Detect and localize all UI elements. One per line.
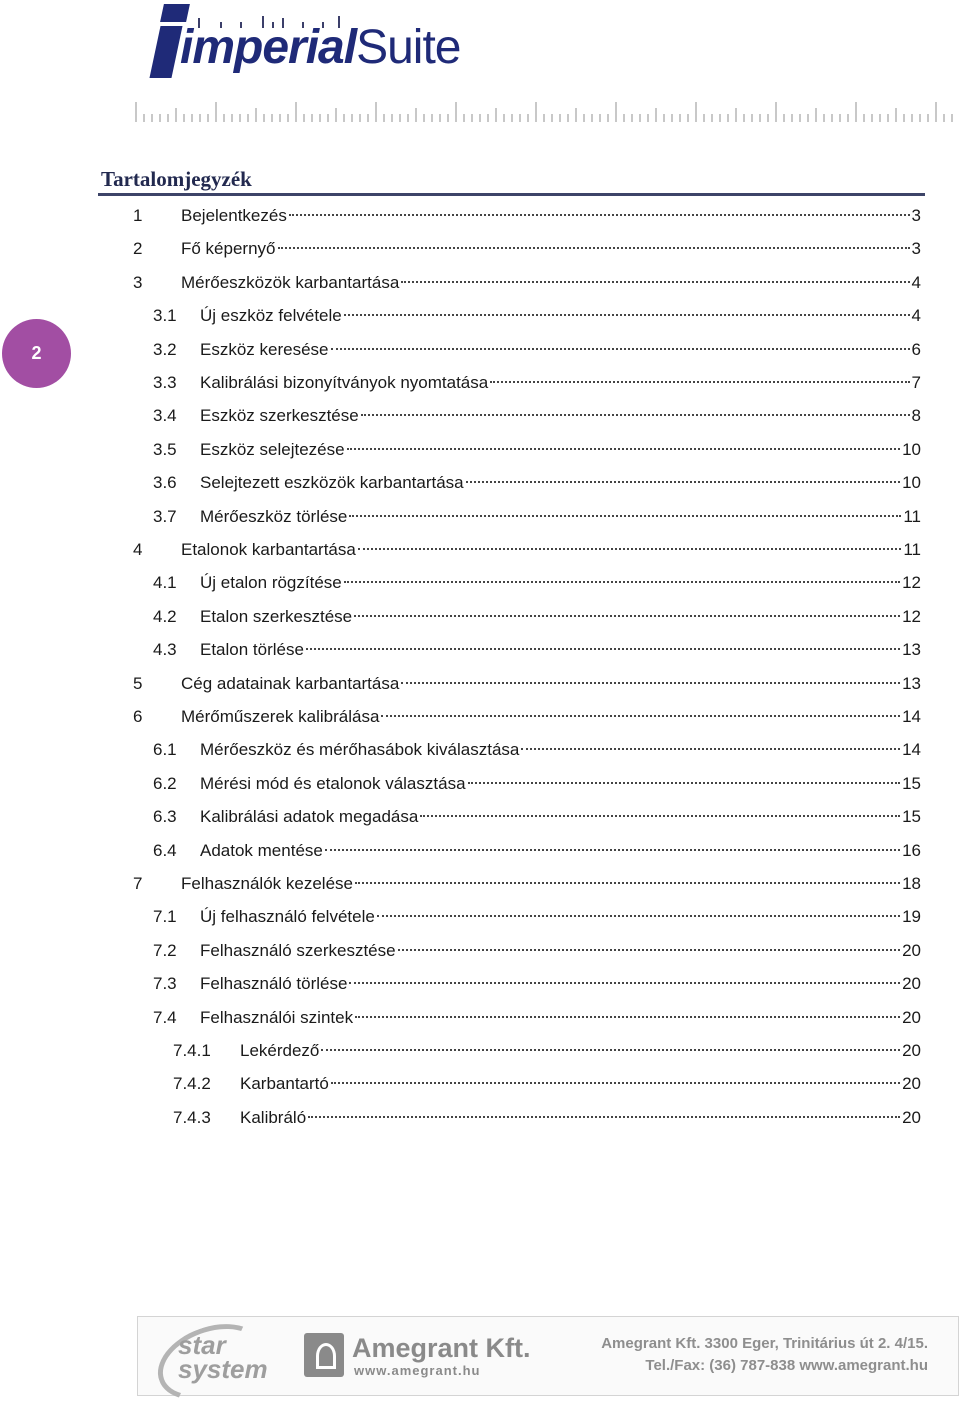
toc-entry-leader — [401, 682, 900, 684]
page-number-badge: 2 — [2, 319, 71, 388]
toc-entry-label: Karbantartó — [240, 1074, 329, 1093]
toc-entry[interactable] — [153, 403, 921, 429]
toc-entry[interactable] — [153, 570, 921, 596]
toc-entry-page: 20 — [902, 1074, 921, 1093]
toc-entry-page: 20 — [902, 1108, 921, 1127]
toc-entry-leader — [347, 448, 901, 450]
toc-entry-leader — [289, 214, 910, 216]
toc-entry-label: Mérőeszközök karbantartása — [181, 273, 400, 292]
toc-entry-number: 3.6 — [153, 473, 177, 492]
toc-entry-leader — [331, 348, 910, 350]
toc-entry-page: 8 — [911, 406, 921, 425]
toc-entry-label: Kalibráló — [240, 1108, 307, 1127]
toc-entry-leader — [344, 581, 900, 583]
toc-entry-page: 7 — [911, 373, 921, 392]
star-system-logo — [156, 1323, 266, 1387]
toc-entry-label: Mérőeszköz törlése — [200, 507, 348, 526]
toc-entry-leader — [325, 849, 900, 851]
toc-entry[interactable] — [153, 838, 921, 864]
header-ruler — [135, 100, 960, 122]
toc-entry[interactable] — [153, 504, 921, 530]
toc-entry[interactable] — [133, 537, 921, 563]
logo-i-stem — [149, 26, 182, 78]
toc-entry[interactable] — [133, 270, 921, 296]
toc-entry-leader — [321, 1049, 900, 1051]
toc-entry-number: 1 — [133, 206, 143, 225]
toc-entry-number: 5 — [133, 674, 143, 693]
toc-entry-label: Kalibrálási bizonyítványok nyomtatása — [200, 373, 489, 392]
toc-entry-label: Cég adatainak karbantartása — [181, 674, 400, 693]
toc-entry-label: Adatok mentése — [200, 841, 323, 860]
toc-entry-label: Felhasználó törlése — [200, 974, 348, 993]
toc-entry-leader — [420, 815, 900, 817]
toc-entry-leader — [358, 548, 902, 550]
toc-entry-label: Lekérdező — [240, 1041, 320, 1060]
toc-entry-number: 7.4.3 — [173, 1108, 211, 1127]
toc-entry-leader — [355, 882, 900, 884]
toc-entry-number: 4.1 — [153, 573, 177, 592]
toc-entry[interactable] — [153, 1005, 921, 1031]
toc-entry-leader — [349, 982, 900, 984]
toc-entry-number: 3.5 — [153, 440, 177, 459]
amegrant-name: Amegrant Kft. — [352, 1333, 531, 1363]
toc-entry[interactable] — [153, 370, 921, 396]
footer-address — [601, 1333, 928, 1377]
toc-entry-page: 16 — [902, 841, 921, 860]
footer — [137, 1316, 959, 1396]
toc-entry-label: Etalon szerkesztése — [200, 607, 353, 626]
toc-entry-page: 18 — [902, 874, 921, 893]
toc-entry-number: 2 — [133, 239, 143, 258]
toc-entry[interactable] — [133, 203, 921, 229]
toc-entry-label: Selejtezett eszközök karbantartása — [200, 473, 464, 492]
toc-entry-leader — [468, 782, 901, 784]
toc-entry-label: Új felhasználó felvétele — [200, 907, 375, 926]
toc-entry-label: Fő képernyő — [181, 239, 276, 258]
toc-entry-page: 20 — [902, 1041, 921, 1060]
toc-entry[interactable] — [173, 1071, 921, 1097]
toc-entry-number: 7.4 — [153, 1008, 177, 1027]
toc-entry-label: Eszköz keresése — [200, 340, 329, 359]
toc-entry-page: 13 — [902, 640, 921, 659]
toc-entry-leader — [401, 281, 909, 283]
logo-wordmark — [180, 20, 460, 76]
toc-entry[interactable] — [173, 1105, 921, 1131]
logo-imperial-text: imperial — [180, 21, 357, 74]
toc-entry[interactable] — [153, 337, 921, 363]
toc-entry-label: Felhasználó szerkesztése — [200, 941, 396, 960]
toc-entry-leader — [466, 481, 900, 483]
toc-entry-page: 15 — [902, 807, 921, 826]
imperialsuite-logo — [150, 2, 461, 84]
toc-entry-leader — [349, 515, 901, 517]
toc-entry-label: Felhasználói szintek — [200, 1008, 354, 1027]
logo-suite-text: Suite — [356, 21, 461, 74]
toc-entry-leader — [521, 748, 900, 750]
toc-entry-leader — [306, 648, 900, 650]
amegrant-logo-icon — [304, 1333, 344, 1377]
toc-entry-number: 3 — [133, 273, 143, 292]
toc-entry-label: Mérőeszköz és mérőhasábok kiválasztása — [200, 740, 520, 759]
toc-entry-number: 4.2 — [153, 607, 177, 626]
toc-entry-page: 19 — [902, 907, 921, 926]
toc-entry-number: 7.3 — [153, 974, 177, 993]
toc-entry-number: 6.3 — [153, 807, 177, 826]
toc-entry-label: Kalibrálási adatok megadása — [200, 807, 419, 826]
amegrant-web: www.amegrant.hu — [354, 1363, 481, 1378]
toc-entry-leader — [361, 414, 910, 416]
toc-entry-leader — [381, 715, 900, 717]
toc-entry[interactable] — [133, 236, 921, 262]
toc-entry-page: 4 — [911, 273, 921, 292]
toc-entry-number: 7.4.1 — [173, 1041, 211, 1060]
toc-entry-number: 6 — [133, 707, 143, 726]
toc-entry[interactable] — [153, 604, 921, 630]
toc-entry-number: 4 — [133, 540, 143, 559]
toc-entry-leader — [354, 615, 900, 617]
toc-entry-number: 3.7 — [153, 507, 177, 526]
toc-entry[interactable] — [153, 804, 921, 830]
footer-contact-line: Tel./Fax: (36) 787-838 www.amegrant.hu — [645, 1357, 928, 1374]
toc-title-rule — [98, 193, 925, 196]
toc-entry-label: Eszköz szerkesztése — [200, 406, 359, 425]
toc-entry-page: 20 — [902, 941, 921, 960]
star-system-text: star system — [178, 1330, 268, 1384]
toc-entry-leader — [331, 1082, 900, 1084]
toc-entry-page: 11 — [903, 540, 921, 559]
toc-entry-page: 13 — [902, 674, 921, 693]
toc-entry-page: 4 — [911, 306, 921, 325]
toc-entry[interactable] — [153, 470, 921, 496]
toc-entry-label: Etalon törlése — [200, 640, 304, 659]
toc-entry-label: Etalonok karbantartása — [181, 540, 356, 559]
toc-entry-number: 3.2 — [153, 340, 177, 359]
toc-entry[interactable] — [153, 971, 921, 997]
toc-entry-number: 3.1 — [153, 306, 177, 325]
toc-entry-number: 6.2 — [153, 774, 177, 793]
toc-entry-label: Új etalon rögzítése — [200, 573, 342, 592]
toc-entry-page: 12 — [902, 573, 921, 592]
toc-entry-page: 14 — [902, 707, 921, 726]
toc-entry[interactable] — [153, 771, 921, 797]
toc-entry-label: Felhasználók kezelése — [181, 874, 353, 893]
toc-entry[interactable] — [133, 671, 921, 697]
toc-entry-leader — [398, 949, 900, 951]
toc-entry[interactable] — [153, 303, 921, 329]
toc-entry-number: 6.1 — [153, 740, 177, 759]
toc-entry-page: 15 — [902, 774, 921, 793]
toc-entry-page: 20 — [902, 974, 921, 993]
toc-entry-page: 3 — [911, 239, 921, 258]
footer-address-line: Amegrant Kft. 3300 Eger, Trinitárius út 2. 4/15. — [601, 1335, 928, 1352]
toc-entry-leader — [377, 915, 900, 917]
toc-entry-page: 20 — [902, 1008, 921, 1027]
toc-entry-number: 6.4 — [153, 841, 177, 860]
toc-entry-page: 10 — [902, 473, 921, 492]
toc-entry-page: 11 — [903, 507, 921, 526]
toc-entry[interactable] — [133, 704, 921, 730]
toc-entry-label: Bejelentkezés — [181, 206, 287, 225]
toc-entry-leader — [344, 314, 910, 316]
toc-title: Tartalomjegyzék — [101, 167, 252, 191]
toc-entry[interactable] — [153, 938, 921, 964]
toc-entry-page: 12 — [902, 607, 921, 626]
toc-entry-page: 3 — [911, 206, 921, 225]
toc-entry-number: 7.4.2 — [173, 1074, 211, 1093]
toc-entry-page: 14 — [902, 740, 921, 759]
toc-entry[interactable] — [153, 637, 921, 663]
toc-entry-leader — [278, 247, 910, 249]
toc-entry-page: 10 — [902, 440, 921, 459]
toc-entry-leader — [355, 1016, 900, 1018]
toc-entry-number: 4.3 — [153, 640, 177, 659]
toc-entry[interactable] — [153, 437, 921, 463]
toc-entry-page: 6 — [911, 340, 921, 359]
toc-entry[interactable] — [173, 1038, 921, 1064]
toc-entry-leader — [308, 1116, 900, 1118]
toc-entry[interactable] — [133, 871, 921, 897]
toc-entry-number: 3.4 — [153, 406, 177, 425]
toc-entry-number: 3.3 — [153, 373, 177, 392]
toc-entry[interactable] — [153, 904, 921, 930]
toc-entry[interactable] — [153, 737, 921, 763]
toc-entry-number: 7 — [133, 874, 143, 893]
toc-entry-label: Új eszköz felvétele — [200, 306, 342, 325]
toc-entry-label: Mérőműszerek kalibrálása — [181, 707, 380, 726]
toc-entry-leader — [490, 381, 909, 383]
toc-entry-number: 7.2 — [153, 941, 177, 960]
toc-entry-label: Eszköz selejtezése — [200, 440, 345, 459]
toc-entry-label: Mérési mód és etalonok választása — [200, 774, 466, 793]
toc-entry-number: 7.1 — [153, 907, 177, 926]
